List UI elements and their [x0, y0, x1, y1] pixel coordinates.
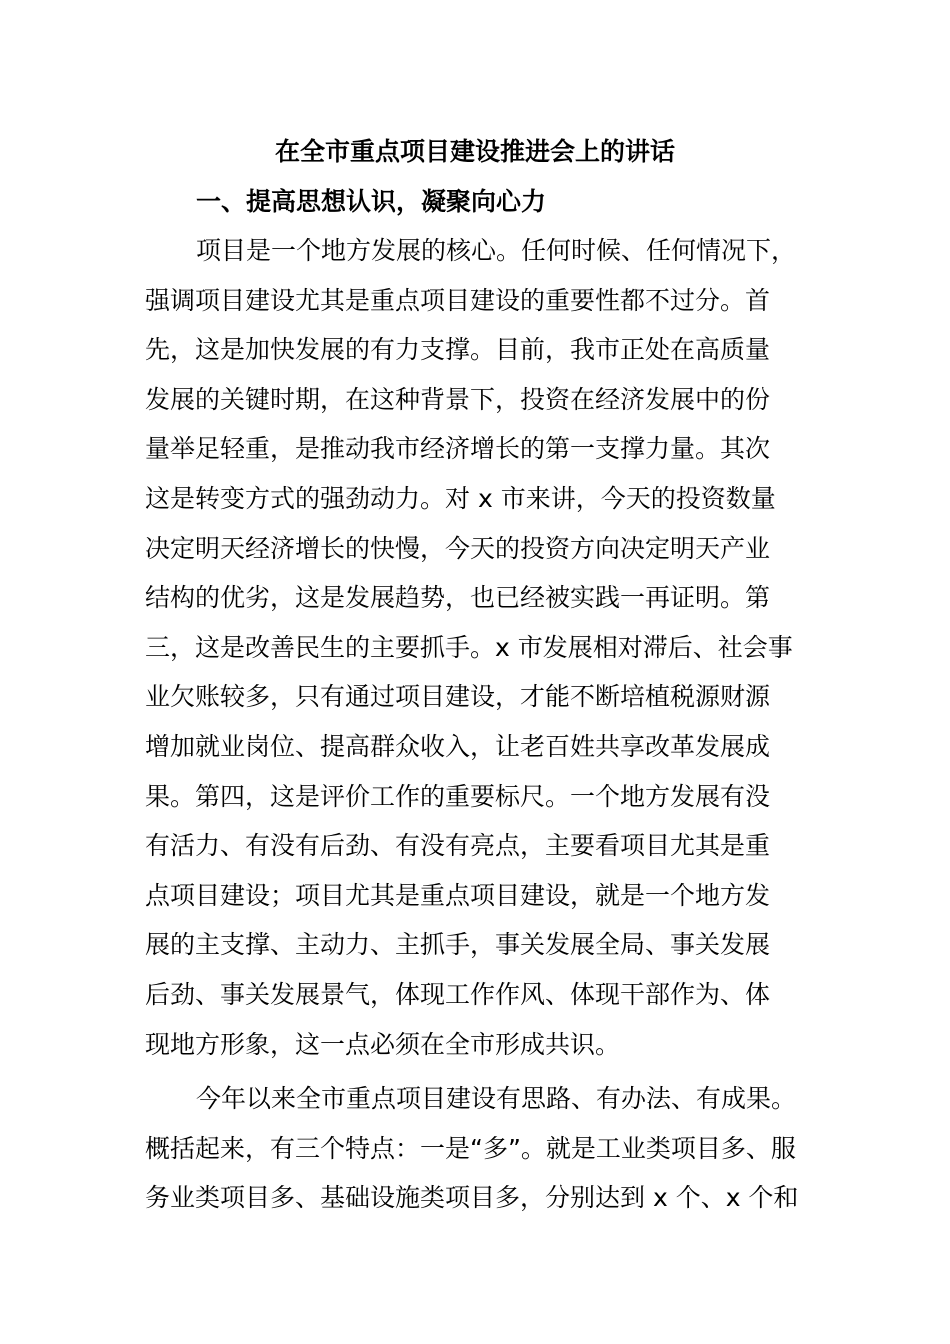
paragraph-line: 点项目建设；项目尤其是重点项目建设，就是一个地方发 — [145, 880, 771, 910]
paragraph-line: 发展的关键时期，在这种背景下，投资在经济发展中的份 — [145, 384, 771, 414]
paragraph-1 — [145, 226, 835, 1069]
paragraph-line: 强调项目建设尤其是重点项目建设的重要性都不过分。首 — [145, 285, 771, 315]
paragraph-line: 展的主支撑、主动力、主抓手，事关发展全局、事关发展 — [145, 930, 771, 960]
paragraph-line: 务业类项目多、基础设施类项目多，分别达到 x 个、x 个和 — [145, 1183, 799, 1213]
paragraph-line: 有活力、有没有后劲、有没有亮点，主要看项目尤其是重 — [145, 831, 771, 861]
section-heading: 一、提高思想认识，凝聚向心力 — [196, 187, 547, 216]
paragraph-line: 果。第四，这是评价工作的重要标尺。一个地方发展有没 — [145, 781, 771, 811]
paragraph-line: 三，这是改善民生的主要抓手。x 市发展相对滞后、社会事 — [145, 632, 793, 662]
paragraph-line: 概括起来，有三个特点：一是“多”。就是工业类项目多、服 — [145, 1133, 796, 1163]
paragraph-line: 先，这是加快发展的有力支撑。目前，我市正处在高质量 — [145, 335, 771, 365]
paragraph-line: 决定明天经济增长的快慢，今天的投资方向决定明天产业 — [145, 533, 771, 563]
paragraph-line: 增加就业岗位、提高群众收入，让老百姓共享改革发展成 — [145, 731, 771, 761]
document-title: 在全市重点项目建设推进会上的讲话 — [274, 137, 675, 166]
paragraph-line: 这是转变方式的强劲动力。对 x 市来讲，今天的投资数量 — [145, 483, 776, 513]
paragraph-line: 量举足轻重，是推动我市经济增长的第一支撑力量。其次 — [145, 434, 771, 464]
paragraph-line: 结构的优劣，这是发展趋势，也已经被实践一再证明。第 — [145, 583, 771, 613]
paragraph-2 — [145, 1074, 835, 1223]
paragraph-line: 业欠账较多，只有通过项目建设，才能不断培植税源财源 — [145, 682, 771, 712]
paragraph-line: 今年以来全市重点项目建设有思路、有办法、有成果。 — [196, 1084, 797, 1113]
paragraph-line: 现地方形象，这一点必须在全市形成共识。 — [145, 1029, 621, 1059]
paragraph-line: 后劲、事关发展景气，体现工作作风、体现干部作为、体 — [145, 979, 771, 1009]
paragraph-line: 项目是一个地方发展的核心。任何时候、任何情况下， — [196, 236, 797, 265]
